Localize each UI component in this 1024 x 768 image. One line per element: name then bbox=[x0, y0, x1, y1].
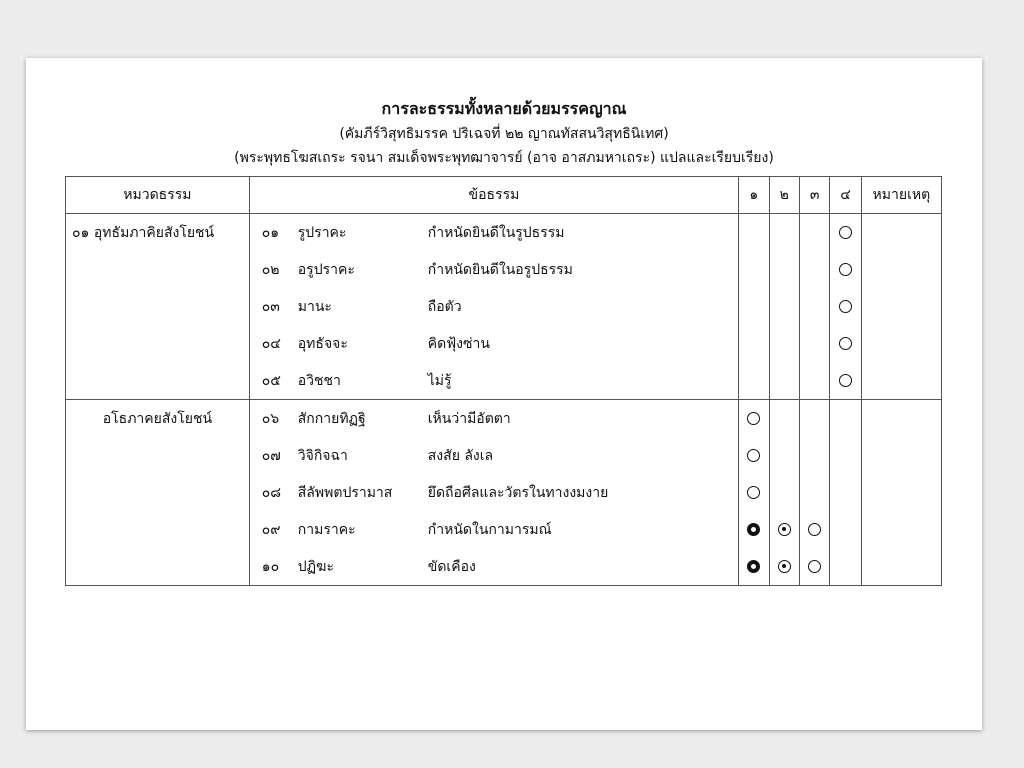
mark-cell-2 bbox=[769, 548, 799, 586]
table-header-row bbox=[66, 177, 942, 214]
mark-cell-2 bbox=[769, 214, 799, 252]
mark-cell-1 bbox=[739, 325, 769, 362]
filled-circle-icon bbox=[747, 560, 760, 573]
mark-cell-4 bbox=[830, 325, 861, 362]
table-row bbox=[66, 325, 942, 362]
mark-cell-3 bbox=[799, 251, 829, 288]
item-number: ๐๒ bbox=[261, 261, 280, 278]
group-cell: อโธภาคยสังโยชน์ bbox=[66, 400, 250, 438]
open-circle-icon bbox=[808, 560, 821, 573]
item-cell bbox=[249, 511, 738, 548]
item-meaning: คิดฟุ้งซ่าน bbox=[427, 335, 490, 352]
mark-cell-2 bbox=[769, 511, 799, 548]
mark-cell-4 bbox=[830, 474, 861, 511]
dhamma-table bbox=[65, 176, 942, 586]
header-col-1: ๑ bbox=[739, 177, 769, 214]
open-circle-icon bbox=[839, 300, 852, 313]
item-cell bbox=[249, 251, 738, 288]
mark-cell-1 bbox=[739, 548, 769, 586]
item-number: ๐๓ bbox=[261, 298, 280, 315]
mark-cell-1 bbox=[739, 288, 769, 325]
item-name: อุทธัจจะ bbox=[297, 335, 348, 352]
item-meaning: ขัดเคือง bbox=[427, 558, 476, 575]
mark-cell-3 bbox=[799, 474, 829, 511]
table-row bbox=[66, 362, 942, 400]
item-cell bbox=[249, 474, 738, 511]
mark-cell-4 bbox=[830, 400, 861, 438]
table-row bbox=[66, 288, 942, 325]
table-row bbox=[66, 548, 942, 586]
group-cell bbox=[66, 548, 250, 586]
header-item: ข้อธรรม bbox=[249, 177, 738, 214]
item-number: ๐๘ bbox=[261, 484, 282, 501]
note-cell bbox=[861, 214, 941, 252]
item-cell bbox=[249, 400, 738, 438]
group-cell bbox=[66, 437, 250, 474]
item-meaning: เห็นว่ามีอัตตา bbox=[427, 410, 511, 427]
note-cell bbox=[861, 511, 941, 548]
note-cell bbox=[861, 288, 941, 325]
dotted-circle-icon bbox=[778, 560, 791, 573]
item-name: รูปราคะ bbox=[297, 224, 347, 241]
item-cell bbox=[249, 437, 738, 474]
item-name: สีลัพพตปรามาส bbox=[297, 484, 393, 501]
mark-cell-1 bbox=[739, 400, 769, 438]
header-note: หมายเหตุ bbox=[861, 177, 941, 214]
mark-cell-1 bbox=[739, 251, 769, 288]
mark-cell-2 bbox=[769, 400, 799, 438]
item-number: ๐๗ bbox=[261, 447, 281, 464]
group-cell bbox=[66, 362, 250, 400]
mark-cell-1 bbox=[739, 214, 769, 252]
table-row bbox=[66, 251, 942, 288]
note-cell bbox=[861, 362, 941, 400]
item-name: มานะ bbox=[297, 298, 332, 315]
open-circle-icon bbox=[839, 226, 852, 239]
mark-cell-2 bbox=[769, 251, 799, 288]
item-name: อวิชชา bbox=[297, 372, 341, 389]
open-circle-icon bbox=[839, 374, 852, 387]
document-subtitle: (คัมภีร์วิสุทธิมรรค ปริเฉจที่ ๒๒ ญาณทัสสนวิสุทธินิเทศ) bbox=[339, 126, 669, 142]
document-title: การละธรรมทั้งหลายด้วยมรรคญาณ bbox=[381, 99, 627, 118]
item-cell bbox=[249, 548, 738, 586]
note-cell bbox=[861, 548, 941, 586]
mark-cell-4 bbox=[830, 251, 861, 288]
open-circle-icon bbox=[808, 523, 821, 536]
item-number: ๐๔ bbox=[261, 335, 281, 352]
group-cell bbox=[66, 511, 250, 548]
note-cell bbox=[861, 251, 941, 288]
note-cell bbox=[861, 437, 941, 474]
note-cell bbox=[861, 325, 941, 362]
item-number: ๑๐ bbox=[261, 558, 280, 575]
mark-cell-1 bbox=[739, 511, 769, 548]
mark-cell-4 bbox=[830, 214, 861, 252]
table-row bbox=[66, 437, 942, 474]
table-row bbox=[66, 400, 942, 438]
table-row bbox=[66, 511, 942, 548]
table-row bbox=[66, 214, 942, 252]
header-col-3: ๓ bbox=[799, 177, 829, 214]
dotted-circle-icon bbox=[778, 523, 791, 536]
open-circle-icon bbox=[747, 449, 760, 462]
mark-cell-4 bbox=[830, 288, 861, 325]
open-circle-icon bbox=[839, 337, 852, 350]
mark-cell-4 bbox=[830, 437, 861, 474]
item-name: กามราคะ bbox=[297, 521, 356, 538]
header-group: หมวดธรรม bbox=[66, 177, 250, 214]
table-body bbox=[66, 214, 942, 586]
table-row bbox=[66, 474, 942, 511]
item-cell bbox=[249, 214, 738, 252]
mark-cell-3 bbox=[799, 214, 829, 252]
item-cell bbox=[249, 325, 738, 362]
mark-cell-2 bbox=[769, 437, 799, 474]
mark-cell-2 bbox=[769, 325, 799, 362]
item-meaning: กำหนัดยินดีในอรูปธรรม bbox=[427, 261, 573, 278]
mark-cell-3 bbox=[799, 548, 829, 586]
group-cell bbox=[66, 474, 250, 511]
group-cell bbox=[66, 325, 250, 362]
item-number: ๐๖ bbox=[261, 410, 280, 427]
mark-cell-3 bbox=[799, 511, 829, 548]
mark-cell-2 bbox=[769, 474, 799, 511]
item-name: สักกายทิฏฐิ bbox=[297, 410, 366, 427]
item-name: วิจิกิจฉา bbox=[297, 447, 348, 464]
mark-cell-2 bbox=[769, 362, 799, 400]
item-number: ๐๙ bbox=[261, 521, 281, 538]
item-meaning: ไม่รู้ bbox=[427, 372, 452, 389]
mark-cell-3 bbox=[799, 400, 829, 438]
mark-cell-2 bbox=[769, 288, 799, 325]
open-circle-icon bbox=[747, 486, 760, 499]
item-number: ๐๕ bbox=[261, 372, 281, 389]
mark-cell-3 bbox=[799, 437, 829, 474]
item-meaning: กำหนัดยินดีในรูปธรรม bbox=[427, 224, 565, 241]
note-cell bbox=[861, 400, 941, 438]
document-credit: (พระพุทธโฆสเถระ รจนา สมเด็จพระพุทฒาจารย์ (อาจ อาสภมหาเถระ) แปลและเรียบเรียง) bbox=[234, 150, 774, 166]
item-meaning: ยึดถือศีลและวัตรในทางงมงาย bbox=[427, 484, 609, 501]
filled-circle-icon bbox=[747, 523, 760, 536]
open-circle-icon bbox=[747, 412, 760, 425]
mark-cell-1 bbox=[739, 362, 769, 400]
mark-cell-4 bbox=[830, 362, 861, 400]
document-page bbox=[26, 58, 982, 730]
header-col-2: ๒ bbox=[769, 177, 799, 214]
group-cell bbox=[66, 288, 250, 325]
item-meaning: กำหนัดในกามารมณ์ bbox=[427, 521, 552, 538]
item-cell bbox=[249, 362, 738, 400]
mark-cell-3 bbox=[799, 325, 829, 362]
mark-cell-1 bbox=[739, 437, 769, 474]
group-cell bbox=[66, 251, 250, 288]
item-name: อรูปราคะ bbox=[297, 261, 355, 278]
item-name: ปฏิฆะ bbox=[297, 558, 334, 575]
header-col-4: ๔ bbox=[830, 177, 861, 214]
item-meaning: ถือตัว bbox=[427, 298, 462, 315]
item-meaning: สงสัย ลังเล bbox=[427, 447, 494, 464]
title-block bbox=[26, 96, 982, 170]
mark-cell-4 bbox=[830, 548, 861, 586]
mark-cell-1 bbox=[739, 474, 769, 511]
open-circle-icon bbox=[839, 263, 852, 276]
group-cell: ๐๑ อุทธัมภาคิยสังโยชน์ bbox=[66, 214, 250, 252]
mark-cell-4 bbox=[830, 511, 861, 548]
mark-cell-3 bbox=[799, 362, 829, 400]
item-cell bbox=[249, 288, 738, 325]
note-cell bbox=[861, 474, 941, 511]
mark-cell-3 bbox=[799, 288, 829, 325]
item-number: ๐๑ bbox=[261, 224, 280, 241]
